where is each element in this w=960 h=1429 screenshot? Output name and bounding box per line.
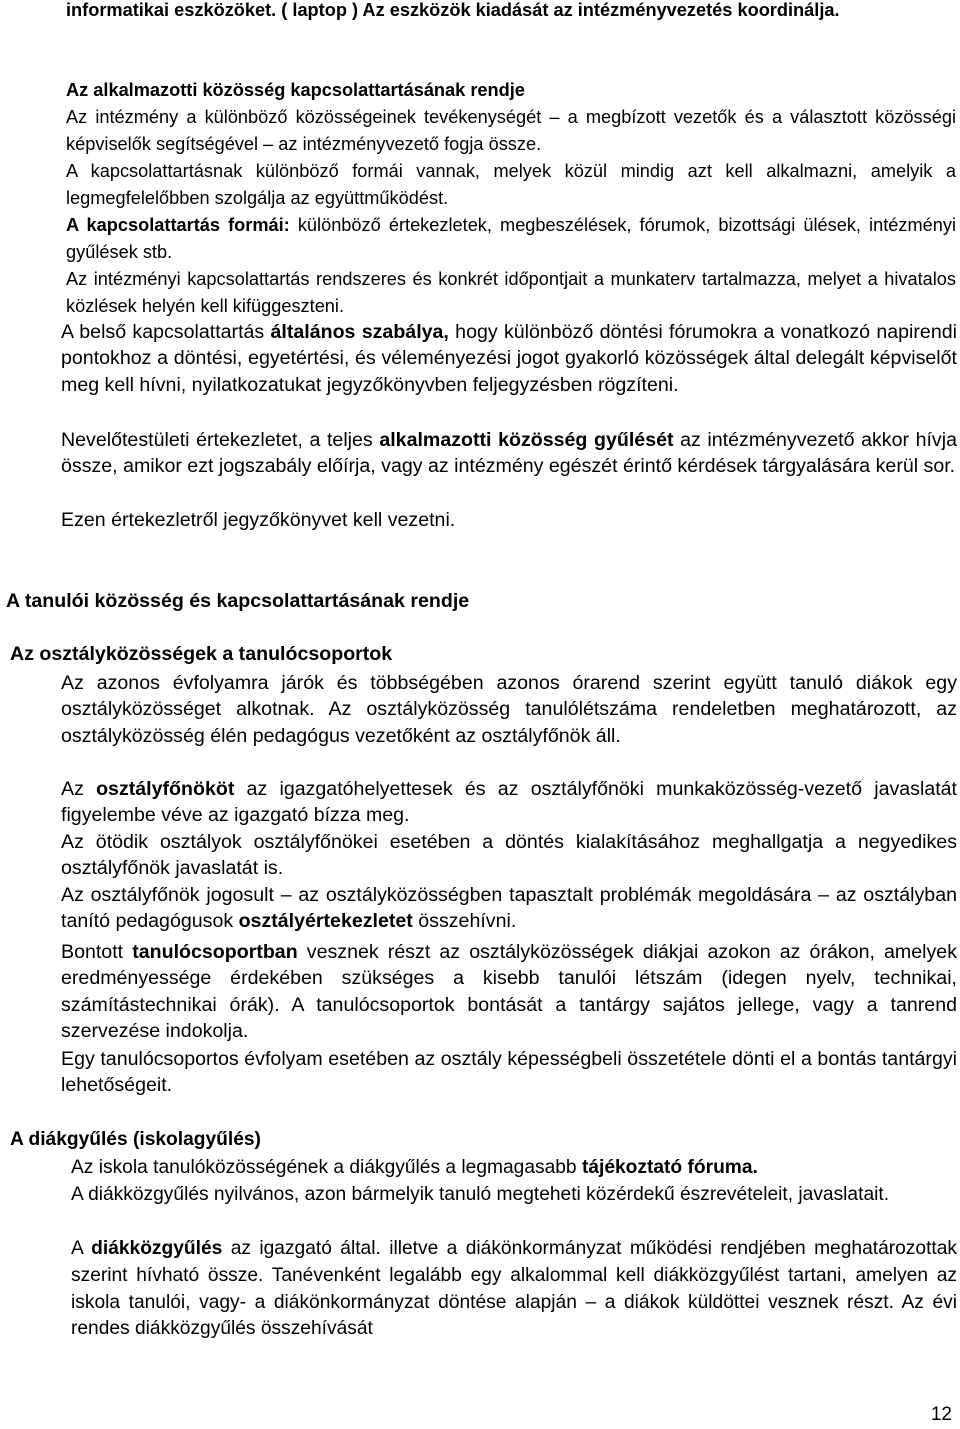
- intro-paragraph: [66, 0, 956, 24]
- paragraph: Egy tanulócsoportos évfolyam esetében az osztály képességbeli összetétele dönti el a bontás tantárgyi lehetőségeit.: [61, 1048, 957, 1097]
- paragraph: Az osztályfőnök jogosult – az osztályközösségben tapasztalt problémák megoldására – az osztályban tanító pedagógusok osztályértekezletet összehívni.: [61, 884, 957, 933]
- paragraph: A kapcsolattartás formái: különböző értekezletek, megbeszélések, fórumok, bizottsági ülések, intézményi gyűlések stb.: [66, 215, 956, 262]
- paragraph: Ezen értekezletről jegyzőkönyvet kell vezetni.: [61, 509, 456, 531]
- paragraph: Az ötödik osztályok osztályfőnökei esetében a döntés kialakításához meghallgatja a negyedikes osztályfőnök javaslatát is.: [61, 831, 957, 880]
- paragraph: A kapcsolattartásnak különböző formái vannak, melyek közül mindig azt kell alkalmazni, amelyik a legmegfelelőbben szolgálja az együttműködést.: [66, 161, 956, 208]
- paragraph: A diákközgyűlés az igazgató által. illetve a diákönkormányzat működési rendjében meghatározottak szerint hívható össze. Tanévenként legalább egy alkalommal kell diákközgyűlést tartani, amelyen az iskola tanulói, vagy- a diákönkormányzat döntése alapján – a diákok küldöttei vesznek részt. Az évi rendes diákközgyűlés összehívását: [71, 1238, 957, 1340]
- intro-text: informatikai eszközöket. ( laptop ) Az eszközök kiadását az intézményvezetés koordinálja.: [66, 0, 840, 20]
- section-heading-tanuloi: A tanulói közösség és kapcsolattartásának rendje: [6, 590, 470, 612]
- section-heading-diakgyules: A diákgyűlés (iskolagyűlés): [10, 1129, 261, 1150]
- section-heading-osztalykozossegek: Az osztályközösségek a tanulócsoportok: [10, 643, 393, 665]
- section-heading-alkalmazotti: Az alkalmazotti közösség kapcsolattartásának rendje: [66, 80, 525, 100]
- paragraph: Az osztályfőnököt az igazgatóhelyettesek és az osztályfőnöki munkaközösség-vezető javaslatát figyelembe véve az igazgató bízza meg.: [61, 778, 957, 827]
- paragraph: Bontott tanulócsoportban vesznek részt az osztályközösségek diákjai azokon az órákon, amelyek eredményessége érdekében szükséges a kisebb tanulói létszám (idegen nyelv, technikai, számítástechnikai órák). A tanulócsoportok bontását a tantárgy sajátos jellege, vagy a tanrend szervezése indokolja.: [61, 941, 957, 1042]
- paragraph: A belső kapcsolattartás általános szabálya, hogy különböző döntési fórumokra a vonatkozó napirendi pontokhoz a döntési, egyetértési, és véleményezési jogot gyakorló közösségek által delegált képviselőt meg kell hívni, nyilatkozatukat jegyzőkönyvben feljegyzésben rögzíteni.: [61, 321, 957, 396]
- paragraph: Az azonos évfolyamra járók és többségében azonos órarend szerint együtt tanuló diákok egy osztályközösséget alkotnak. Az osztályközösség tanulólétszáma rendeletben meghatározott, az osztályközösség élén pedagógus vezetőként az osztályfőnök áll.: [61, 672, 957, 747]
- paragraph: Az iskola tanulóközösségének a diákgyűlés a legmagasabb tájékoztató fóruma.: [71, 1157, 758, 1178]
- paragraph: Az intézmény a különböző közösségeinek tevékenységét – a megbízott vezetők és a választott közösségi képviselők segítségével – az intézményvezető fogja össze.: [66, 107, 956, 154]
- paragraph: Nevelőtestületi értekezletet, a teljes alkalmazotti közösség gyűlését az intézményvezető akkor hívja össze, amikor ezt jogszabály előírja, vagy az intézmény egészét érintő kérdések tárgyalására kerül sor.: [61, 429, 957, 478]
- page-number: 12: [930, 1404, 952, 1425]
- paragraph: A diákközgyűlés nyilvános, azon bármelyik tanuló megteheti közérdekű észrevételeit, javaslatait.: [71, 1184, 890, 1205]
- paragraph: Az intézményi kapcsolattartás rendszeres és konkrét időpontjait a munkaterv tartalmazza, melyet a hivatalos közlések helyén kell kifüggeszteni.: [66, 269, 956, 316]
